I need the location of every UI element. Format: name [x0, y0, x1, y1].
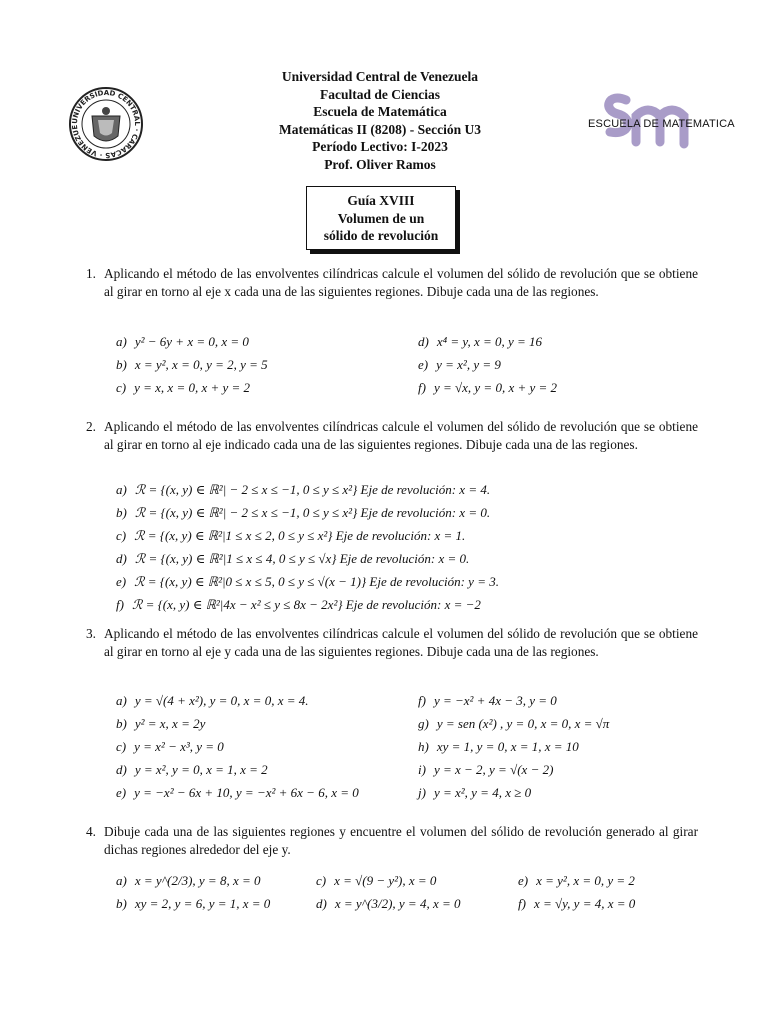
header-line: Prof. Oliver Ramos: [324, 156, 436, 172]
exercise-item: c) y = x, x = 0, x + y = 2: [116, 380, 251, 395]
header-line: Facultad de Ciencias: [320, 86, 440, 102]
problem-statement: Aplicando el método de las envolventes cilíndricas calcule el volumen del sólido de revolución que se obtiene al girar en torno al eje x cada una de las siguientes regiones. Dibuje cada una de las regiones.: [104, 266, 698, 299]
problem-number: 3.: [86, 626, 96, 641]
exercise-item: f) x = √y, y = 4, x = 0: [518, 896, 636, 911]
exercise-item: b) ℛ = {(x, y) ∈ ℝ²| − 2 ≤ x ≤ −1, 0 ≤ y ≤ x²} Eje de revolución: x = 0.: [116, 505, 491, 520]
exercise-item: f) ℛ = {(x, y) ∈ ℝ²|4x − x² ≤ y ≤ 8x − 2x²} Eje de revolución: x = −2: [116, 597, 481, 612]
exercise-item: e) ℛ = {(x, y) ∈ ℝ²|0 ≤ x ≤ 5, 0 ≤ y ≤ √(x − 1)} Eje de revolución: y = 3.: [116, 574, 499, 589]
exercise-item: e) y = x², y = 9: [418, 357, 501, 372]
exercise-item: h) xy = 1, y = 0, x = 1, x = 10: [418, 739, 579, 754]
guide-title-box: [306, 186, 456, 250]
guide-title-line: Guía XVIII: [347, 193, 415, 208]
problem-number: 1.: [86, 266, 96, 281]
guide-title-line: sólido de revolución: [323, 228, 439, 243]
university-seal: [68, 86, 144, 162]
course-header: [230, 68, 530, 173]
problem-number: 2.: [86, 419, 96, 434]
exercise-item: c) x = √(9 − y²), x = 0: [316, 873, 437, 888]
exercise-item: d) x⁴ = y, x = 0, y = 16: [418, 334, 543, 349]
problem-number: 4.: [86, 824, 96, 839]
header-line: Escuela de Matemática: [313, 104, 447, 119]
exercise-item: e) x = y², x = 0, y = 2: [518, 873, 635, 888]
exercise-item: b) y² = x, x = 2y: [116, 716, 206, 731]
header-line: Matemáticas II (8208) - Sección U3: [278, 121, 482, 137]
problem-statement: Aplicando el método de las envolventes cilíndricas calcule el volumen del sólido de revolución que se obtiene al girar en torno al eje indicado cada una de las siguientes regiones. Dibuje cada una de las regiones.: [104, 419, 698, 452]
svg-text:UNIVERSIDAD CENTRAL · CARACAS: UNIVERSIDAD CENTRAL · CARACAS · VENEZUE: [70, 88, 142, 160]
exercise-item: b) x = y², x = 0, y = 2, y = 5: [116, 357, 268, 372]
problem-1: [86, 265, 698, 301]
problem-statement: Dibuje cada una de las siguientes regiones y encuentre el volumen del sólido de revolución generado al girar dichas regiones alrededor del eje y.: [104, 824, 698, 857]
header-line: Universidad Central de Venezuela: [281, 69, 479, 84]
exercise-item: i) y = x − 2, y = √(x − 2): [418, 762, 554, 777]
problem-2: [86, 418, 698, 454]
exercise-item: b) xy = 2, y = 6, y = 1, x = 0: [116, 896, 271, 911]
exercise-item: e) y = −x² − 6x + 10, y = −x² + 6x − 6, x = 0: [116, 785, 359, 800]
exercise-item: a) y² − 6y + x = 0, x = 0: [116, 334, 249, 349]
header-line: Período Lectivo: I-2023: [312, 139, 448, 154]
exercise-item: d) x = y^(3/2), y = 4, x = 0: [316, 896, 461, 911]
exercise-item: f) y = √x, y = 0, x + y = 2: [418, 380, 558, 395]
exercise-item: c) y = x² − x³, y = 0: [116, 739, 224, 754]
exercise-item: g) y = sen (x²) , y = 0, x = 0, x = √π: [418, 716, 610, 731]
guide-title-line: Volumen de un: [337, 210, 425, 226]
exercise-item: f) y = −x² + 4x − 3, y = 0: [418, 693, 557, 708]
exercise-item: a) x = y^(2/3), y = 8, x = 0: [116, 873, 261, 888]
problem-3: [86, 625, 698, 661]
exercise-item: j) y = x², y = 4, x ≥ 0: [418, 785, 532, 800]
problem-4: [86, 823, 698, 859]
problem-statement: Aplicando el método de las envolventes cilíndricas calcule el volumen del sólido de revolución que se obtiene al girar en torno al eje y cada una de las siguientes regiones. Dibuje cada una de las regiones.: [104, 626, 698, 659]
exercise-item: a) ℛ = {(x, y) ∈ ℝ²| − 2 ≤ x ≤ −1, 0 ≤ y ≤ x²} Eje de revolución: x = 4.: [116, 482, 491, 497]
exercise-item: d) y = x², y = 0, x = 1, x = 2: [116, 762, 268, 777]
school-logo-text: ESCUELA DE MATEMATICA: [588, 118, 735, 130]
exercise-item: d) ℛ = {(x, y) ∈ ℝ²|1 ≤ x ≤ 4, 0 ≤ y ≤ √x} Eje de revolución: x = 0.: [116, 551, 470, 566]
exercise-item: c) ℛ = {(x, y) ∈ ℝ²|1 ≤ x ≤ 2, 0 ≤ y ≤ x²} Eje de revolución: x = 1.: [116, 528, 466, 543]
exercise-item: a) y = √(4 + x²), y = 0, x = 0, x = 4.: [116, 693, 309, 708]
